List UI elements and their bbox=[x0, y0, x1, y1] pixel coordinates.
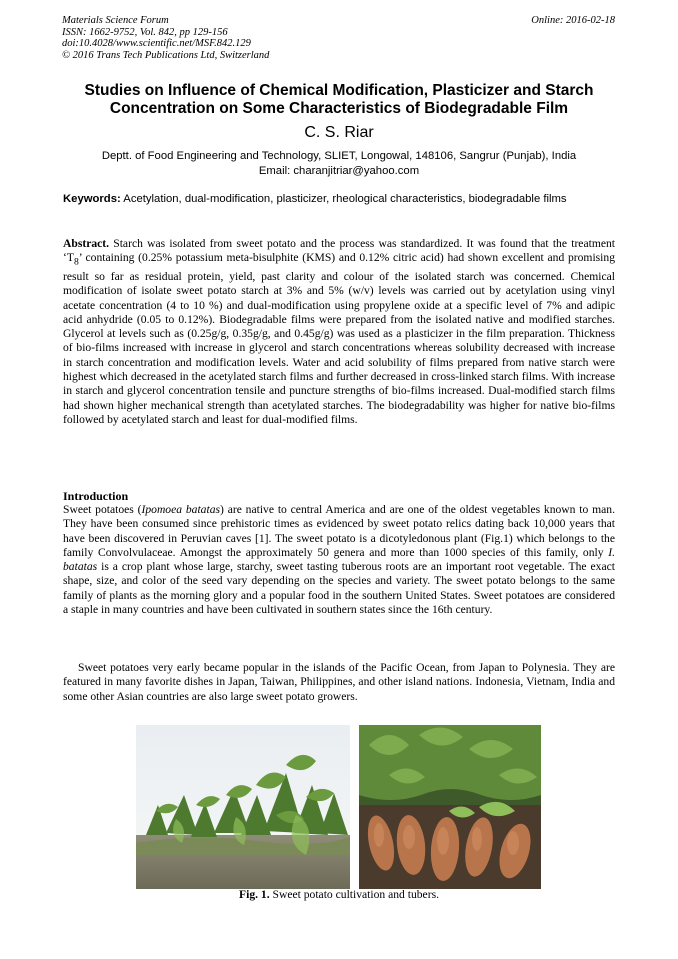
intro-text: Sweet potatoes ( bbox=[63, 503, 142, 516]
keywords bbox=[63, 193, 614, 207]
doi-line: doi:10.4028/www.scientific.net/MSF.842.129 bbox=[62, 38, 251, 49]
intro-paragraph-2: Sweet potatoes very early became popular in the islands of the Pacific Ocean, from Japan to Polynesia. They are featured in many favorite dishes in Japan, Taiwan, Philippines, and other island nations. Indonesia, Vietnam, India and some other Asian countries are also large sweet potato growers. bbox=[63, 661, 615, 703]
paper-title: Studies on Influence of Chemical Modification, Plasticizer and Starch Concentration on Some Characteristics of Biodegradable Film bbox=[84, 82, 594, 117]
affiliation-block bbox=[62, 149, 616, 179]
species-name: Ipomoea batatas bbox=[141, 503, 221, 516]
intro-text: ) are native to central America and are one of the oldest vegetables known to man. They have been consumed since prehistoric times as evidenced by sweet potato relics dating back 10,000 years that have been discovered in Peruvian caves [1]. The sweet potato is a dicotyledonous plant (Fig.1) which belongs to the family Convolvulaceae. Amongst the approximately 50 genera and more than 1000 species of this family, only bbox=[63, 503, 615, 559]
email: Email: charanjitriar@yahoo.com bbox=[258, 165, 420, 177]
issn-line: ISSN: 1662-9752, Vol. 842, pp 129-156 bbox=[62, 26, 228, 38]
species-name: I. batatas bbox=[63, 545, 615, 574]
abstract bbox=[63, 237, 615, 427]
keywords-text: Acetylation, dual-modification, plasticizer, rheological characteristics, biodegradable films bbox=[123, 193, 567, 205]
abstract-subscript: 8 bbox=[73, 256, 79, 268]
journal-name: Materials Science Forum bbox=[62, 15, 169, 26]
copyright-line: © 2016 Trans Tech Publications Ltd, Switzerland bbox=[62, 49, 270, 61]
journal-header bbox=[62, 15, 269, 61]
figure-caption bbox=[62, 888, 616, 901]
online-date: Online: 2016-02-18 bbox=[531, 15, 615, 26]
affiliation: Deptt. of Food Engineering and Technology, SLIET, Longowal, 148106, Sangrur (Punjab), India bbox=[101, 150, 577, 162]
keywords-label: Keywords: bbox=[63, 193, 121, 205]
figure-label: Fig. 1. bbox=[239, 888, 270, 901]
section-heading-introduction: Introduction bbox=[63, 489, 129, 503]
intro-paragraph-1 bbox=[63, 503, 615, 617]
tubers-image bbox=[359, 725, 541, 889]
intro-text: is a crop plant whose large, starchy, sweet tasting tuberous roots are an important root vegetable. The exact shape, size, and color of the seed vary depending on the species and variety. The sweet potato belongs to the same family of plants as the morning glory and a popular food in the southern United States. Sweet potatoes are considered a staple in many countries and have been cultivated in southern states since the 16th century. bbox=[63, 560, 615, 617]
figure-caption-text: Sweet potato cultivation and tubers. bbox=[272, 888, 439, 901]
abstract-text-a: Starch was isolated from sweet potato and the process was standardized. It was found that the treatment ‘T bbox=[63, 237, 615, 265]
plants-field-image bbox=[136, 725, 350, 889]
author-name: C. S. Riar bbox=[304, 124, 374, 141]
figure-cultivation-photo bbox=[136, 725, 350, 889]
abstract-text-b: ’ containing (0.25% potassium meta-bisulphite (KMS) and 0.12% citric acid) had shown excellent and promising result so far as residual protein, yield, past clarity and colour of the isolated starch was concerned. Chemical modification of isolate sweet potato starch at 3% and 5% (w/v) levels was carried out by acetylation using vinyl acetate concentration (4 to 10 %) and dual-modification using propylene oxide at a specific level of 7% and adipic acid anhydride (0.05 to 0.12%). Biodegradable films were prepared from the isolated native and modified starches. Glycerol at levels such as (0.25g/g, 0.35g/g, and 0.45g/g) was used as a plasticizer in the film preparation. Thickness of bio-films increased with increase in glycerol and starch concentrations whereas solubility decreased with increase in starch concentration and modification levels. Water and acid solubility of films prepared from native starch were highest which decreased in the acetylated starch films and further decreased in cross-linked starch films. With increase in starch and glycerol concentration tensile and puncture strengths of bio-films increased. Dual-modified starch films had shown higher mechanical strength than acetylated starches. The biodegradability was higher for native bio-films followed by acetylated starch and least for dual-modified films. bbox=[63, 251, 615, 426]
abstract-label: Abstract. bbox=[63, 237, 110, 250]
figure-tubers-photo bbox=[359, 725, 541, 889]
